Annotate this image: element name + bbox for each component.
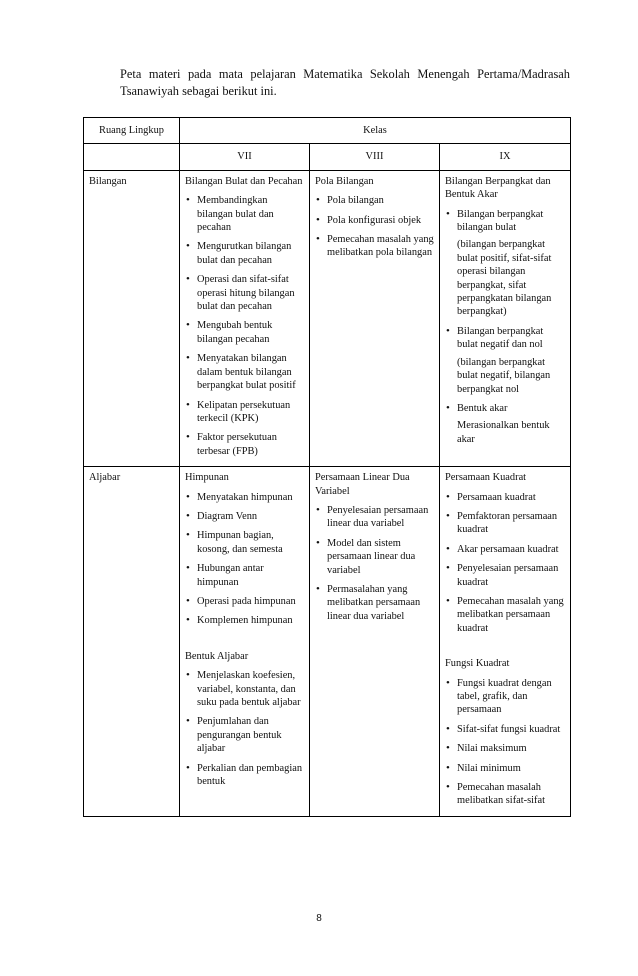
list-item (185, 562, 304, 589)
list-item-text: Pemecahan masalah yang melibatkan persamaan kuadrat (457, 595, 564, 634)
topic-list (185, 194, 304, 458)
list-item (185, 491, 304, 504)
list-item (185, 194, 304, 234)
list-item (185, 715, 304, 755)
list-item (185, 431, 304, 458)
list-item-text: Operasi dan sifat-sifat operasi hitung bilangan bulat dan pecahan (197, 274, 295, 313)
list-item (185, 510, 304, 523)
list-item-text: Hubungan antar himpunan (197, 563, 264, 588)
grade-ix: IX (440, 144, 571, 170)
topic-title: Persamaan Kuadrat (445, 472, 527, 484)
list-item (185, 273, 304, 313)
topic-list (445, 677, 565, 808)
list-item-text: Nilai maksimum (457, 743, 527, 755)
list-item-text: Komplemen himpunan (197, 615, 293, 627)
list-item (445, 510, 565, 537)
content-cell-ix (440, 170, 571, 466)
list-item-text: Pemfaktoran persamaan kuadrat (457, 510, 558, 536)
list-item-text: Bilangan berpangkat bilangan bulat (457, 208, 544, 234)
list-item-note: Merasionalkan bentuk akar (457, 420, 550, 445)
list-item-text: Pola bilangan (327, 195, 384, 207)
list-item (445, 742, 565, 755)
list-item (185, 669, 304, 709)
list-item (445, 762, 565, 775)
table-row (84, 170, 571, 466)
list-item-text: Nilai minimum (457, 762, 521, 774)
list-item (445, 781, 565, 808)
topic-group (315, 471, 434, 623)
list-item-text: Akar persamaan kuadrat (457, 543, 559, 555)
list-item-text: Fungsi kuadrat dengan tabel, grafik, dan persamaan (457, 677, 552, 716)
list-item (445, 208, 565, 319)
list-item (445, 325, 565, 396)
topic-title: Himpunan (185, 472, 229, 484)
header-empty-cell (84, 144, 180, 170)
content-cell-vii (180, 170, 310, 466)
topic-list (445, 491, 565, 636)
list-item (315, 537, 434, 577)
topic-title: Bilangan Berpangkat dan Bentuk Akar (445, 175, 551, 201)
topic-group (185, 650, 304, 789)
list-item-text: Operasi pada himpunan (197, 595, 296, 607)
list-item-text: Penyelesaian persamaan linear dua variabel (327, 504, 429, 530)
grade-row (84, 144, 571, 170)
topic-title: Fungsi Kuadrat (445, 658, 510, 670)
list-item-text: Membandingkan bilangan bulat dan pecahan (197, 195, 274, 234)
topic-title: Persamaan Linear Dua Variabel (315, 472, 410, 497)
topic-list (185, 669, 304, 788)
content-cell-viii (310, 467, 440, 817)
grade-viii: VIII (310, 144, 440, 170)
list-item-text: Persamaan kuadrat (457, 491, 536, 503)
topic-group (185, 175, 304, 458)
list-item-text: Bentuk akar (457, 402, 508, 414)
list-item-text: Bilangan berpangkat bulat negatif dan nol (457, 325, 544, 351)
list-item (445, 723, 565, 736)
topic-title: Bilangan Bulat dan Pecahan (185, 175, 303, 187)
list-item-text: Pemecahan masalah melibatkan sifat-sifat (457, 782, 546, 807)
list-item (185, 595, 304, 608)
list-item (445, 491, 565, 504)
list-item-text: Model dan sistem persamaan linear dua variabel (327, 537, 416, 576)
list-item (185, 240, 304, 267)
list-item-text: Pola konfigurasi objek (327, 214, 422, 226)
header-row (84, 118, 571, 144)
topic-list (185, 491, 304, 628)
list-item-text: Permasalahan yang melibatkan persamaan linear dua variabel (327, 583, 421, 622)
topic-group (445, 175, 565, 446)
grade-vii: VII (180, 144, 310, 170)
topic-group (315, 175, 434, 260)
list-item-text: Sifat-sifat fungsi kuadrat (457, 723, 561, 735)
header-class: Kelas (180, 118, 571, 144)
list-item-note: (bilangan berpangkat bulat positif, sifat-sifat operasi bilangan berpangkat, sifat perpangkatan bilangan berpangkat) (457, 239, 552, 318)
topic-title: Pola Bilangan (315, 175, 374, 187)
list-item (315, 504, 434, 531)
topic-title: Bentuk Aljabar (185, 650, 249, 662)
scope-cell: Aljabar (84, 467, 180, 817)
page-number: 8 (316, 913, 322, 924)
topic-list (315, 504, 434, 623)
list-item (445, 402, 565, 446)
list-item (185, 319, 304, 346)
topic-list (315, 194, 434, 260)
list-item-text: Menyatakan himpunan (197, 491, 293, 503)
content-cell-viii (310, 170, 440, 466)
list-item-text: Pemecahan masalah yang melibatkan pola bilangan (327, 234, 434, 259)
list-item (315, 583, 434, 623)
list-item-text: Menyatakan bilangan dalam bentuk bilangan berpangkat bulat positif (197, 353, 296, 392)
list-item-text: Perkalian dan pembagian bentuk (197, 762, 303, 788)
list-item (315, 233, 434, 260)
scope-cell: Bilangan (84, 170, 180, 466)
list-item-text: Menjelaskan koefesien, variabel, konstanta, dan suku pada bentuk aljabar (197, 670, 301, 708)
topic-group (445, 657, 565, 808)
topic-group (445, 471, 565, 635)
list-item-text: Mengurutkan bilangan bulat dan pecahan (197, 241, 292, 266)
list-item (445, 562, 565, 589)
content-cell-ix (440, 467, 571, 817)
table-row (84, 467, 571, 817)
content-cell-vii (180, 467, 310, 817)
list-item-text: Himpunan bagian, kosong, dan semesta (197, 530, 283, 555)
intro-paragraph: Peta materi pada mata pelajaran Matematika Sekolah Menengah Pertama/Madrasah Tsanawiyah sebagai berikut ini. (120, 67, 570, 98)
list-item (445, 595, 565, 635)
topic-list (445, 208, 565, 447)
list-item-text: Penjumlahan dan pengurangan bentuk aljabar (197, 716, 282, 755)
curriculum-table (83, 117, 571, 817)
list-item-note: (bilangan berpangkat bulat negatif, bilangan berpangkat nol (457, 356, 551, 395)
header-scope: Ruang Lingkup (84, 118, 180, 144)
list-item-text: Mengubah bentuk bilangan pecahan (197, 320, 273, 345)
list-item-text: Faktor persekutuan terbesar (FPB) (197, 432, 277, 457)
list-item (185, 529, 304, 556)
list-item (185, 399, 304, 426)
list-item (185, 762, 304, 789)
list-item (315, 214, 434, 227)
table-body (84, 170, 571, 816)
list-item (445, 677, 565, 717)
list-item (185, 352, 304, 392)
topic-group (185, 471, 304, 628)
list-item (185, 614, 304, 627)
list-item-text: Penyelesaian persamaan kuadrat (457, 563, 559, 588)
list-item-text: Kelipatan persekutuan terkecil (KPK) (197, 399, 291, 424)
list-item (445, 543, 565, 556)
list-item (315, 194, 434, 207)
list-item-text: Diagram Venn (197, 510, 258, 522)
